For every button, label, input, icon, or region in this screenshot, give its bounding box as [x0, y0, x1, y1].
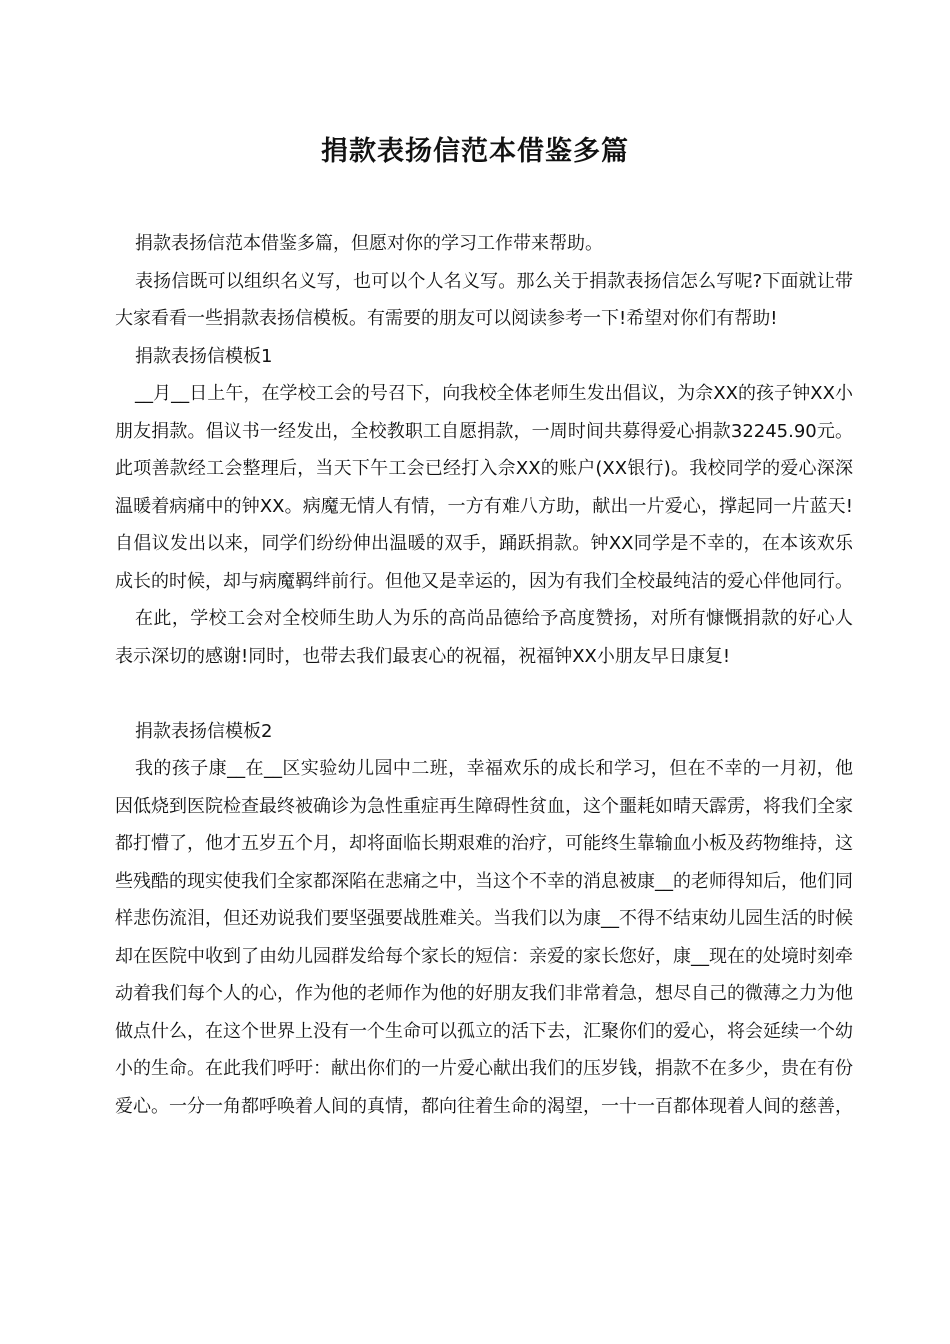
blank-line: [115, 675, 853, 713]
intro-paragraph: 捐款表扬信范本借鉴多篇，但愿对你的学习工作带来帮助。: [135, 233, 603, 254]
section-heading-template-1: 捐款表扬信模板1: [135, 345, 273, 367]
template-1-paragraph-2: 在此，学校工会对全校师生助人为乐的高尚品德给予高度赞扬，对所有慷慨捐款的好心人表示深切的感谢!同时，也带去我们最衷心的祝福，祝福钟XX小朋友早日康复!: [115, 608, 853, 667]
document-title: 捐款表扬信范本借鉴多篇: [321, 136, 629, 167]
template-1-paragraph-1: __月__日上午，在学校工会的号召下，向我校全体老师生发出倡议，为佘XX的孩子钟XX小朋友捐款。倡议书一经发出，全校教职工自愿捐款，一周时间共募得爱心捐款32245.90元。此项善款经工会整理后，当天下午工会已经打入佘XX的账户(XX银行)。我校同学的爱心深深温暖着病痛中的钟XX。病魔无情人有情，一方有难八方助，献出一片爱心，撑起同一片蓝天!自倡议发出以来，同学们纷纷伸出温暖的双手，踊跃捐款。钟XX同学是不幸的，在本该欢乐成长的时候，却与病魔羁绊前行。但他又是幸运的，因为有我们全校最纯洁的爱心伴他同行。: [115, 383, 853, 592]
overview-paragraph: 表扬信既可以组织名义写，也可以个人名义写。那么关于捐款表扬信怎么写呢?下面就让带大家看看一些捐款表扬信模板。有需要的朋友可以阅读参考一下!希望对你们有帮助!: [115, 270, 853, 329]
template-2-paragraph-1: 我的孩子康__在__区实验幼儿园中二班，幸福欢乐的成长和学习，但在不幸的一月初，他因低烧到医院检查最终被确诊为急性重症再生障碍性贫血，这个噩耗如晴天霹雳，将我们全家都打懵了，他才五岁五个月，却将面临长期艰难的治疗，可能终生靠输血小板及药物维持，这些残酷的现实使我们全家都深陷在悲痛之中，当这个不幸的消息被康__的老师得知后，他们同样悲伤流泪，但还劝说我们要坚强要战胜难关。当我们以为康__不得不结束幼儿园生活的时候却在医院中收到了由幼儿园群发给每个家长的短信：亲爱的家长您好，康__现在的处境时刻牵动着我们每个人的心，作为他的老师作为他的好朋友我们非常着急，想尽自己的微薄之力为他做点什么，在这个世界上没有一个生命可以孤立的活下去，汇聚你们的爱心，将会延续一个幼小的生命。在此我们呼吁：献出你们的一片爱心献出我们的压岁钱，捐款不在多少，贵在有份爱心。一分一角都呼唤着人间的真情，都向往着生命的渴望，一十一百都体现着人间的慈善，: [115, 758, 853, 1117]
section-heading-template-2: 捐款表扬信模板2: [135, 720, 273, 742]
document-body: [115, 225, 853, 1125]
